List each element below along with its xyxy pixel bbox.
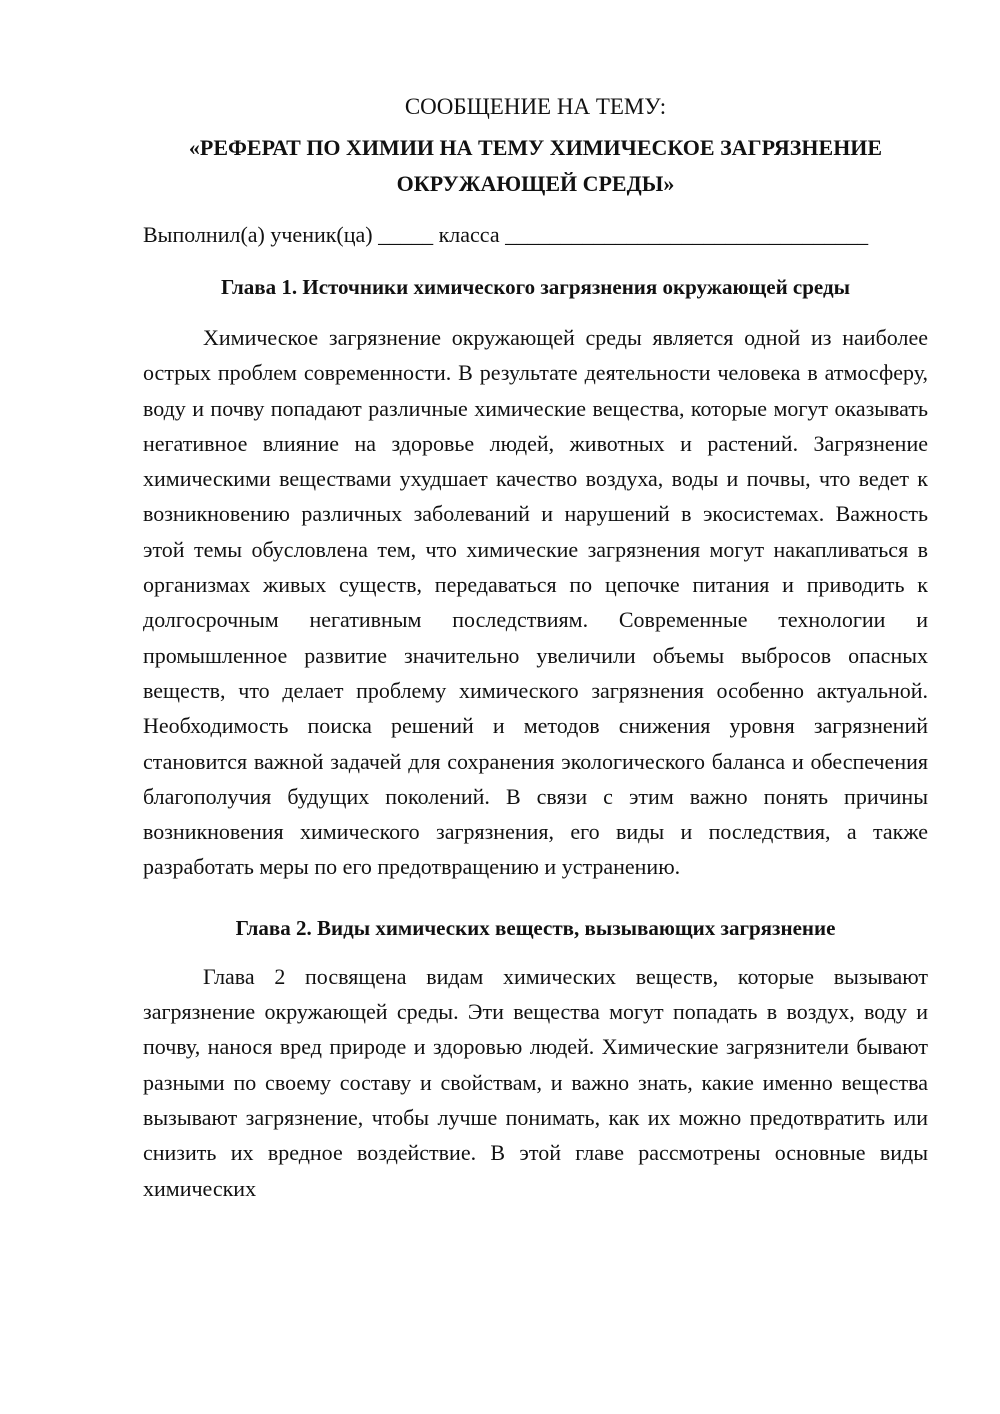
document-page [143,92,928,1206]
chapter-2-title: Глава 2. Виды химических веществ, вызывающих загрязнение [235,915,836,940]
chapter-1-title: Глава 1. Источники химического загрязнения окружающей среды [221,275,850,299]
topic-heading: СООБЩЕНИЕ НА ТЕМУ: [404,94,667,119]
author-line: Выполнил(а) ученик(ца) _____ класса _________________________________ [143,222,869,247]
chapter-1-paragraph: Химическое загрязнение окружающей среды является одной из наиболее острых проблем современности. В результате деятельности человека в атмосферу, воду и почву попадают различные химические вещества, которые могут оказывать негативное влияние на здоровье людей, животных и растений. Загрязнение химическими веществами ухудшает качество воздуха, воды и почвы, что ведет к возникновению различных заболеваний и нарушений в экосистемах. Важность этой темы обусловлена тем, что химические загрязнения могут накапливаться в организмах живых существ, передаваться по цепочке питания и приводить к долгосрочным негативным последствиям. Современные технологии и промышленное развитие значительно увеличили объемы выбросов опасных веществ, что делает проблему химического загрязнения особенно актуальной. Необходимость поиска решений и методов снижения уровня загрязнений становится важной задачей для сохранения экологического баланса и обеспечения благополучия будущих поколений. В связи с этим важно понять причины возникновения химического загрязнения, его виды и последствия, а также разработать меры по его предотвращению и устранению. [143,325,928,880]
chapter-2-paragraph: Глава 2 посвящена видам химических веществ, которые вызывают загрязнение окружающей среды. Эти вещества могут попадать в воздух, воду и почву, нанося вред природе и здоровью людей. Химические загрязнители бывают разными по своему составу и свойствам, и важно знать, какие именно вещества вызывают загрязнение, чтобы лучше понимать, как их можно предотвратить или снизить их вредное воздействие. В этой главе рассмотрены основные виды химических [143,963,928,1201]
document-title: «РЕФЕРАТ ПО ХИМИИ НА ТЕМУ ХИМИЧЕСКОЕ ЗАГРЯЗНЕНИЕ ОКРУЖАЮЩЕЙ СРЕДЫ» [188,135,883,196]
